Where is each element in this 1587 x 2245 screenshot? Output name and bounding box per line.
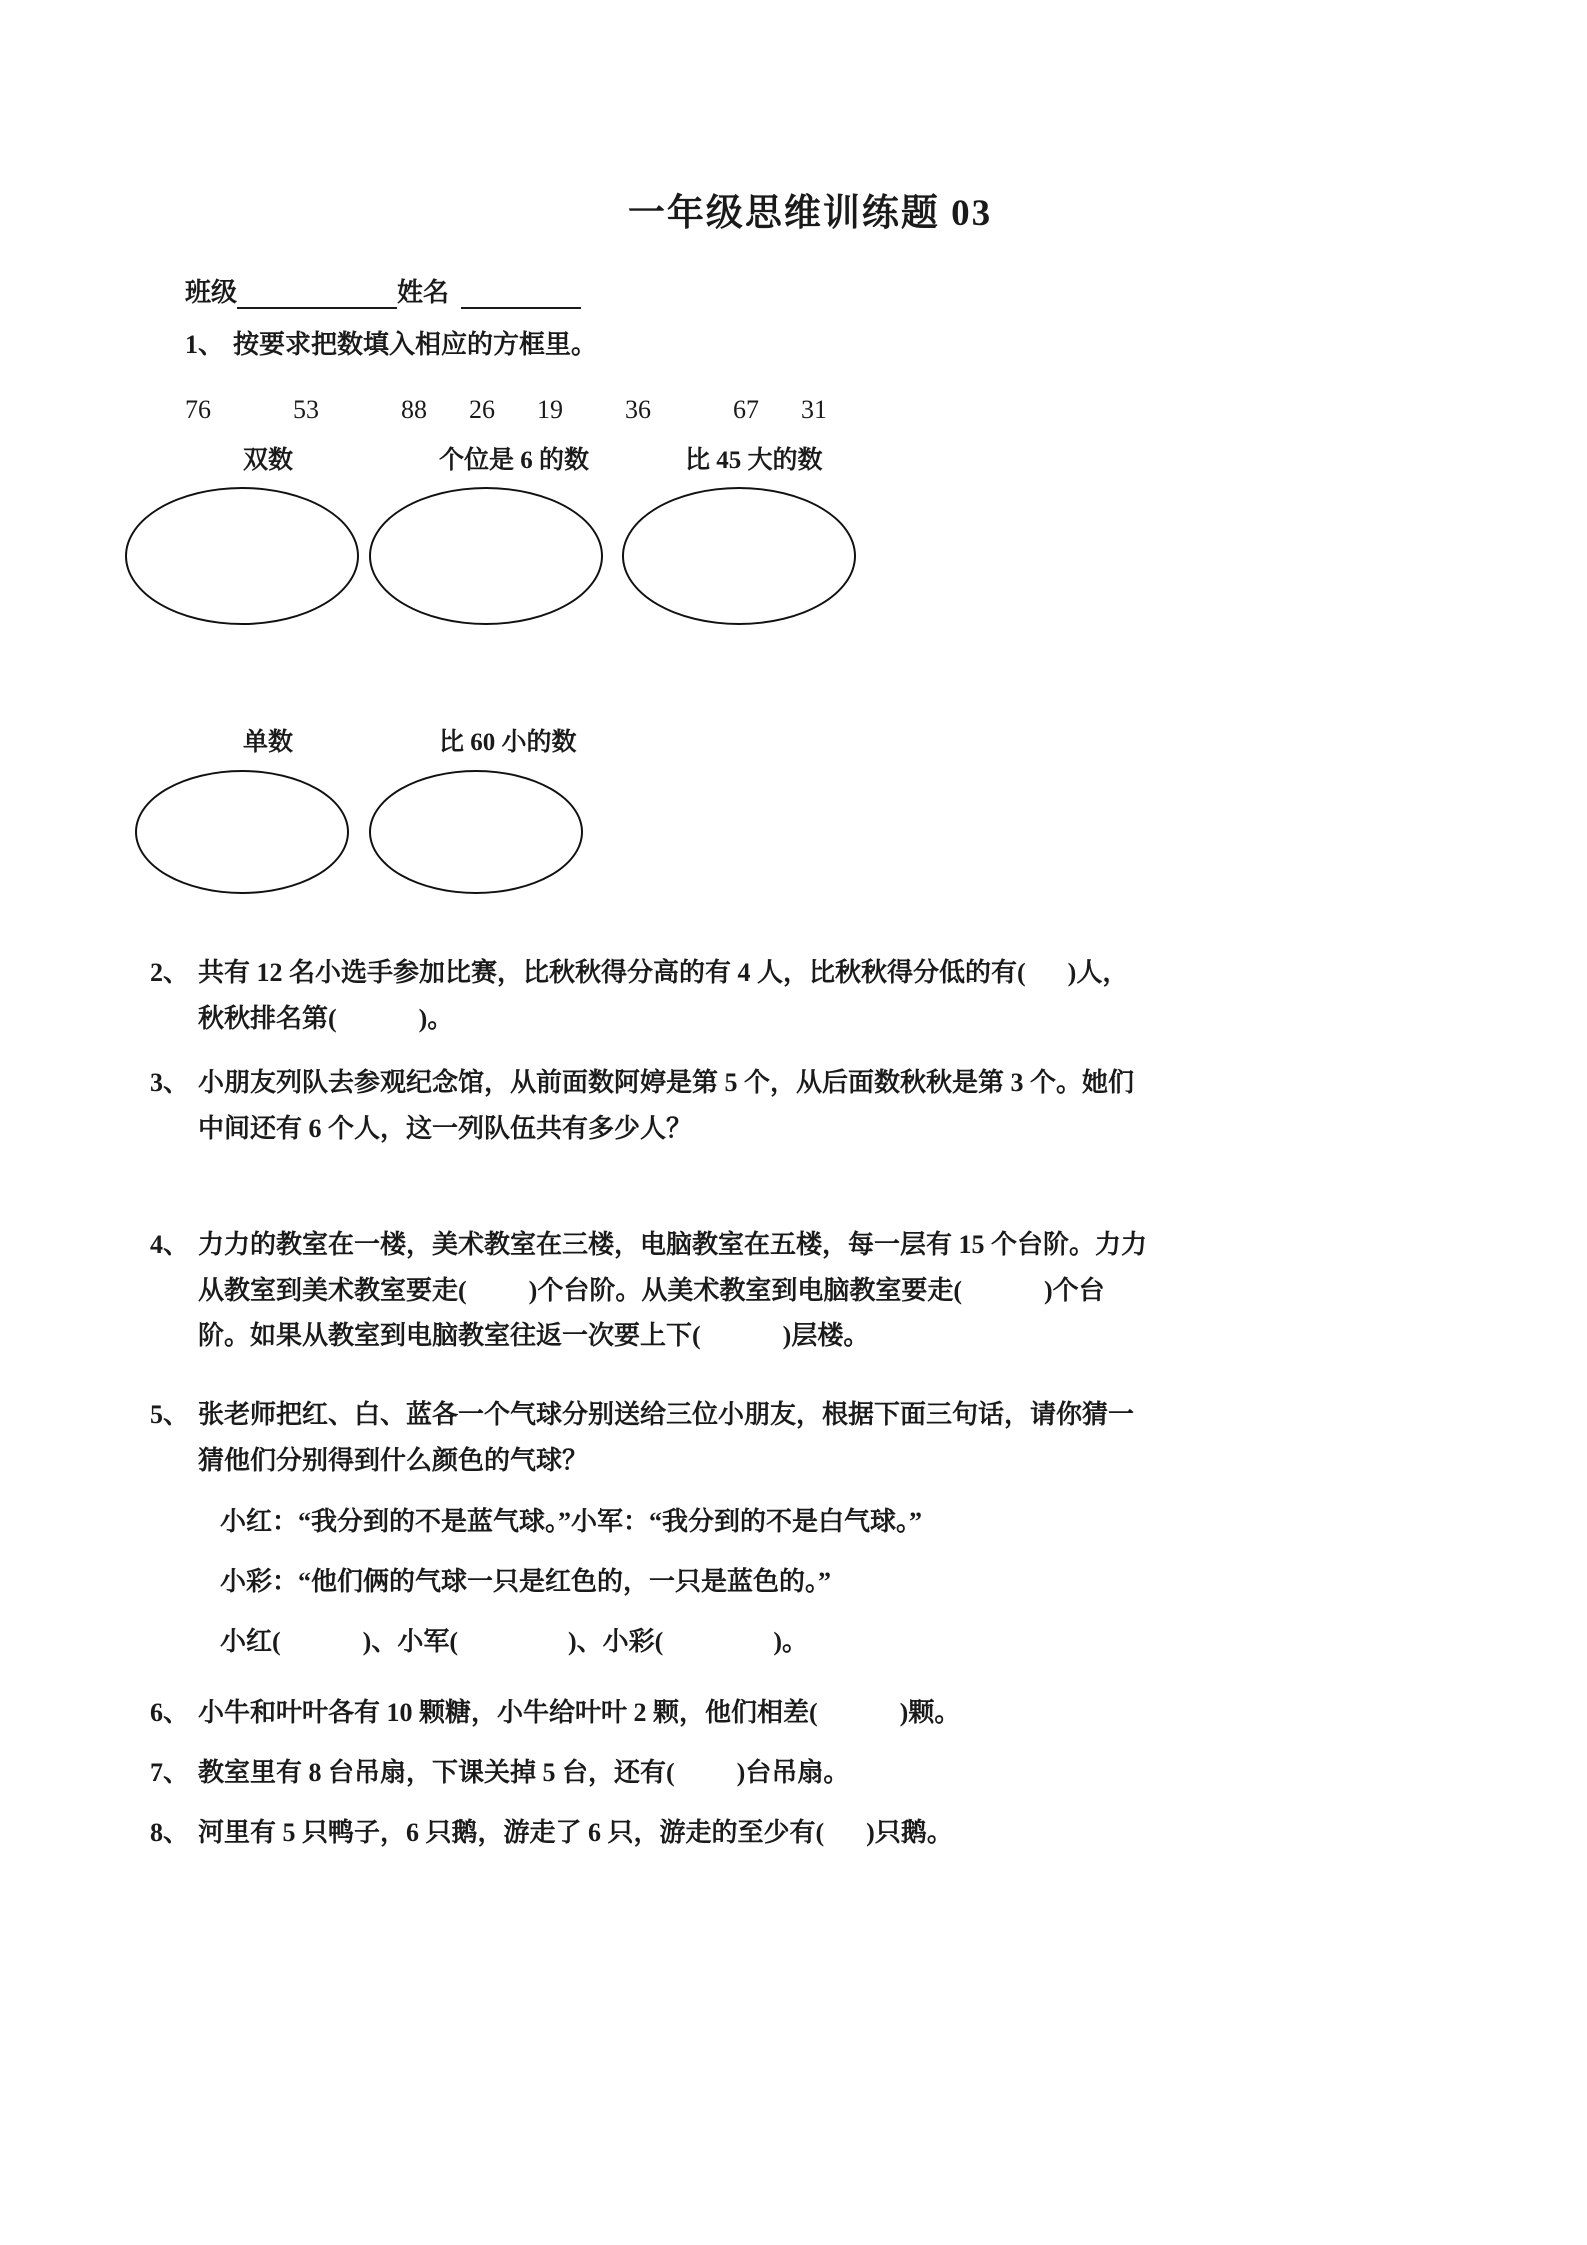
question-4-text-a: 力力的教室在一楼，美术教室在三楼，电脑教室在五楼，每一层有 15 个台阶。力力 — [198, 1230, 1148, 1259]
question-2-text-c: 秋秋排名第( — [198, 1003, 337, 1033]
question-5-dialog-1 — [150, 1499, 1400, 1545]
number-item: 26 — [469, 395, 495, 424]
answer-ellipse-less-than-60[interactable] — [369, 770, 583, 894]
question-2-text-b: )人， — [1067, 958, 1129, 987]
question-7-text-b: )台吊扇。 — [736, 1758, 850, 1787]
question-8-number: 8、 — [150, 1818, 190, 1847]
question-6 — [150, 1700, 960, 1726]
question-5-number: 5、 — [150, 1400, 190, 1429]
number-item: 53 — [293, 395, 319, 424]
number-item: 88 — [401, 395, 427, 424]
question-3-line-2 — [150, 1106, 1400, 1152]
answer-ellipse-even-numbers[interactable] — [125, 487, 359, 625]
question-4-line-3 — [150, 1313, 1400, 1359]
question-7 — [150, 1760, 849, 1786]
question-5-answer-line — [150, 1619, 1400, 1665]
number-item: 36 — [625, 395, 651, 424]
question-2 — [150, 950, 1400, 1041]
category-label-odd-numbers: 单数 — [243, 729, 294, 756]
question-6-text-b: )颗。 — [899, 1698, 961, 1727]
category-label-greater-than-45: 比 45 大的数 — [685, 447, 823, 474]
question-4-line-1 — [150, 1222, 1400, 1268]
answer-ellipse-odd-numbers[interactable] — [135, 770, 349, 894]
question-4-text-c: )个台阶。从美术教室到电脑教室要走( — [528, 1275, 962, 1305]
question-5-text-b: 猜他们分别得到什么颜色的气球？ — [198, 1446, 589, 1476]
question-4-text-f: )层楼。 — [782, 1321, 870, 1350]
question-2-number: 2、 — [150, 958, 190, 987]
question-5 — [150, 1392, 1400, 1665]
question-1-number: 1、 — [185, 330, 225, 359]
question-3-line-1 — [150, 1060, 1400, 1106]
category-label-ones-digit-6: 个位是 6 的数 — [439, 447, 590, 474]
class-label: 班级 — [185, 278, 238, 307]
number-item: 76 — [185, 395, 211, 424]
question-5-dialog-2 — [150, 1559, 1400, 1605]
question-1-number-list — [185, 395, 827, 425]
number-item: 67 — [733, 395, 759, 424]
question-5-line-2 — [150, 1438, 1400, 1484]
category-label-less-than-60: 比 60 小的数 — [439, 729, 577, 756]
question-8-text-a: 河里有 5 只鸭子，6 只鹅，游走了 6 只，游走的至少有( — [198, 1818, 825, 1847]
question-2-line-1 — [150, 950, 1400, 996]
question-4-text-e: 阶。如果从教室到电脑教室往返一次要上下( — [198, 1321, 701, 1350]
question-6-number: 6、 — [150, 1698, 190, 1727]
question-5-answer-b: )、小军( — [362, 1627, 458, 1657]
name-blank-field[interactable] — [461, 283, 581, 309]
question-5-line-1 — [150, 1392, 1400, 1438]
name-label: 姓名 — [397, 278, 450, 307]
worksheet-content — [150, 0, 1435, 2245]
question-4-number: 4、 — [150, 1230, 190, 1259]
answer-ellipse-ones-digit-6[interactable] — [369, 487, 603, 625]
question-3-text-b: 中间还有 6 个人，这一列队伍共有多少人？ — [198, 1113, 693, 1143]
question-3 — [150, 1060, 1400, 1151]
question-5-answer-d: )。 — [773, 1627, 808, 1657]
question-6-text-a: 小牛和叶叶各有 10 颗糖，小牛给叶叶 2 颗，他们相差( — [198, 1698, 818, 1727]
number-item: 19 — [537, 395, 563, 424]
question-3-number: 3、 — [150, 1068, 190, 1097]
question-4-text-d: )个台 — [1044, 1275, 1105, 1305]
category-label-even-numbers: 双数 — [243, 447, 294, 474]
question-5-answer-c: )、小彩( — [568, 1627, 664, 1657]
question-2-text-d: )。 — [418, 1003, 454, 1033]
answer-ellipse-greater-than-45[interactable] — [622, 487, 856, 625]
question-4 — [150, 1222, 1400, 1359]
question-4-text-b: 从教室到美术教室要走( — [198, 1275, 467, 1305]
question-5-text-a: 张老师把红、白、蓝各一个气球分别送给三位小朋友，根据下面三句话，请你猜一 — [198, 1400, 1135, 1429]
question-1-prompt — [185, 332, 597, 358]
question-2-line-2 — [150, 996, 1400, 1042]
class-blank-field[interactable] — [237, 283, 397, 309]
question-8 — [150, 1820, 953, 1846]
question-3-text-a: 小朋友列队去参观纪念馆，从前面数阿婷是第 5 个，从后面数秋秋是第 3 个。她们 — [198, 1068, 1135, 1097]
question-4-line-2 — [150, 1268, 1400, 1314]
question-5-answer-a: 小红( — [220, 1627, 281, 1657]
question-1-text: 按要求把数填入相应的方框里。 — [233, 330, 598, 359]
question-5-dialog-text-1: 小红：“我分到的不是蓝气球。”小军：“我分到的不是白气球。” — [220, 1506, 923, 1536]
question-2-text-a: 共有 12 名小选手参加比赛，比秋秋得分高的有 4 人，比秋秋得分低的有( — [198, 958, 1026, 987]
question-8-text-b: )只鹅。 — [866, 1818, 953, 1847]
number-item: 31 — [801, 395, 827, 424]
question-5-dialog-text-2: 小彩：“他们俩的气球一只是红色的，一只是蓝色的。” — [220, 1566, 832, 1596]
student-identity-line — [185, 272, 581, 309]
question-7-number: 7、 — [150, 1758, 190, 1787]
page-title: 一年级思维训练题 03 — [627, 193, 993, 234]
question-7-text-a: 教室里有 8 台吊扇，下课关掉 5 台，还有( — [198, 1758, 675, 1787]
